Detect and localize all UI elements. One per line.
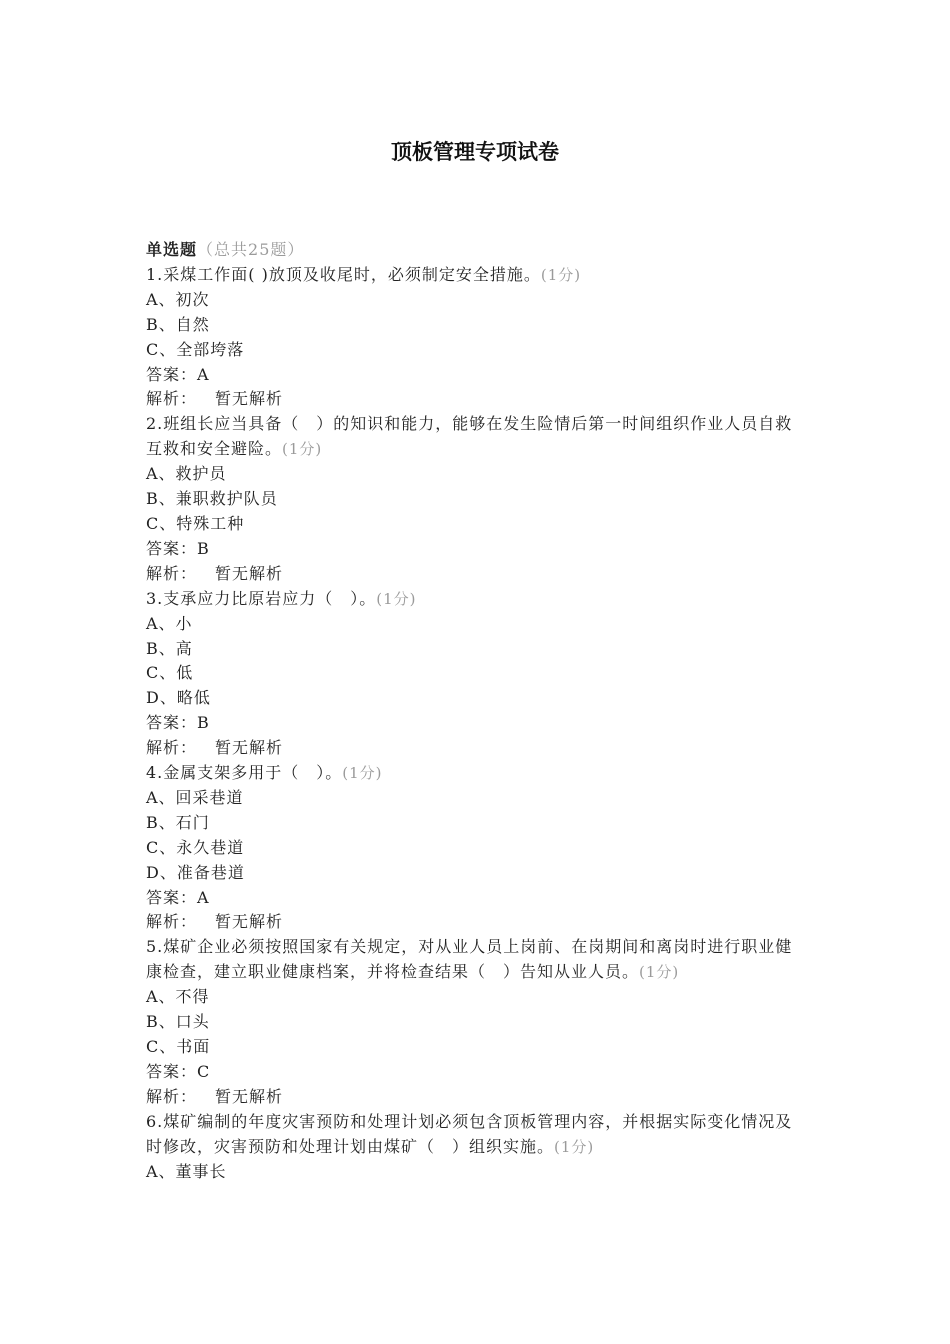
question-block (146, 1110, 806, 1185)
section-count: （总共25题） (197, 240, 305, 259)
analysis-label: 解析： (146, 563, 198, 583)
option-item: B、兼职救护队员 (146, 489, 278, 509)
option-item: B、自然 (146, 314, 210, 334)
question-stem (146, 587, 806, 612)
question-text: 2.班组长应当具备（ ）的知识和能力，能够在发生险情后第一时间组织作业人员自救互救和安全避险。 (146, 414, 793, 459)
question-block (146, 935, 806, 1109)
analysis-label: 解析： (146, 1086, 198, 1106)
answer-line (146, 886, 806, 911)
option-item: D、略低 (146, 688, 211, 708)
answer-line (146, 1060, 806, 1085)
question-score: (1分) (376, 589, 417, 608)
section-name: 单选题 (146, 240, 198, 259)
question-text: 3.支承应力比原岩应力（ ）。 (146, 588, 377, 608)
question-text: 6.煤矿编制的年度灾害预防和处理计划必须包含顶板管理内容，并根据实际变化情况及时修改，灾害预防和处理计划由煤矿（ ）组织实施。 (146, 1111, 793, 1156)
analysis-label: 解析： (146, 912, 198, 932)
analysis-line (146, 736, 806, 761)
question-block (146, 412, 806, 586)
option-item: A、董事长 (146, 1161, 227, 1181)
analysis-text: 暂无解析 (215, 738, 284, 758)
question-block (146, 587, 806, 761)
analysis-line (146, 562, 806, 587)
option-item: A、初次 (146, 289, 210, 309)
option-item: C、永久巷道 (146, 837, 245, 857)
question-stem (146, 412, 806, 462)
answer-value: A (197, 887, 210, 907)
question-stem (146, 1110, 806, 1160)
analysis-text: 暂无解析 (215, 1086, 284, 1106)
answer-label: 答案： (146, 887, 198, 907)
question-list (146, 238, 806, 1184)
question-score: (1分) (639, 963, 680, 982)
analysis-line (146, 1085, 806, 1110)
option-item: C、书面 (146, 1037, 211, 1056)
answer-label: 答案： (146, 538, 198, 558)
answer-label: 答案： (146, 1061, 198, 1081)
analysis-line (146, 910, 806, 935)
option-item: C、低 (146, 663, 194, 683)
option-item: B、石门 (146, 812, 210, 832)
questions (146, 263, 806, 1185)
question-score: (1分) (554, 1137, 595, 1156)
question-stem (146, 263, 806, 288)
question-text: 4.金属支架多用于（ ）。 (146, 763, 343, 783)
question-score: (1分) (540, 265, 582, 284)
option-item: D、准备巷道 (146, 862, 245, 882)
option-item: B、口头 (146, 1012, 210, 1032)
question-text: 1.采煤工作面( )放顶及收尾时，必须制定安全措施。 (146, 264, 541, 284)
answer-value: C (197, 1061, 211, 1081)
option-item: A、救护员 (146, 464, 227, 484)
option-item: B、高 (146, 638, 193, 658)
question-score: (1分) (282, 440, 323, 459)
answer-line (146, 711, 806, 736)
question-stem (146, 761, 806, 786)
answer-label: 答案： (146, 364, 198, 384)
answer-value: A (197, 364, 210, 384)
option-item: C、全部垮落 (146, 339, 245, 359)
answer-line (146, 363, 806, 388)
section-heading (146, 238, 806, 263)
answer-line (146, 537, 806, 562)
question-text: 5.煤矿企业必须按照国家有关规定，对从业人员上岗前、在岗期间和离岗时进行职业健康检查，建立职业健康档案，并将检查结果（ ）告知从业人员。 (146, 937, 793, 982)
question-block (146, 761, 806, 935)
answer-value: B (197, 538, 210, 558)
question-block (146, 263, 806, 412)
analysis-text: 暂无解析 (215, 563, 284, 583)
analysis-line (146, 387, 806, 412)
option-item: A、小 (146, 613, 193, 633)
analysis-text: 暂无解析 (215, 389, 284, 409)
analysis-label: 解析： (146, 389, 198, 409)
option-item: A、回采巷道 (146, 787, 244, 807)
question-stem (146, 935, 806, 985)
option-item: C、特殊工种 (146, 513, 245, 533)
analysis-label: 解析： (146, 738, 198, 758)
analysis-text: 暂无解析 (215, 912, 284, 932)
question-score: (1分) (342, 764, 383, 783)
answer-value: B (197, 713, 210, 733)
answer-label: 答案： (146, 713, 198, 733)
page-title: 顶板管理专项试卷 (391, 139, 559, 164)
option-item: A、不得 (146, 987, 210, 1007)
